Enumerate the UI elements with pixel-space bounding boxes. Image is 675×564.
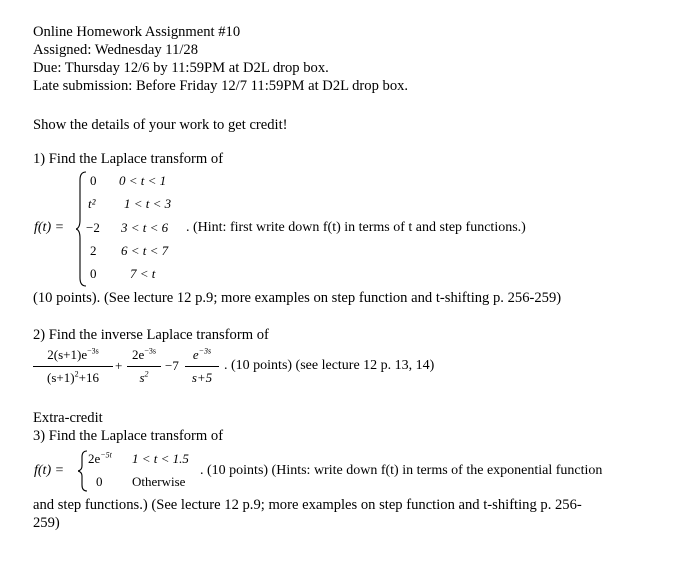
problem-1-points: (10 points). (See lecture 12 p.9; more examples on step function and t-shifting p. 256-259): [33, 290, 562, 306]
problem-1-function-name: f(t) =: [34, 220, 65, 235]
term-2-fraction-bar: [127, 366, 161, 367]
extra-credit-label: Extra-credit: [33, 410, 103, 426]
extra-case-1-value: $2e^{-5t}$: [88, 450, 112, 466]
case-3-value: −2: [86, 220, 100, 235]
extra-case-2-condition: Otherwise: [132, 474, 186, 489]
problem-3-function-name: f(t) =: [34, 463, 65, 478]
plus-sign: +: [115, 358, 123, 373]
problem-3-continuation-1: and step functions.) (See lecture 12 p.9; more examples on step function and t-shifting p. 256-: [33, 497, 582, 513]
case-2-value: t²: [88, 196, 96, 211]
term-2-numerator: $2e^{-3s}$: [132, 346, 156, 362]
case-4-value: 2: [90, 243, 97, 258]
case-2-condition: 1 < t < 3: [124, 196, 172, 211]
assigned-date: Assigned: Wednesday 11/28: [33, 42, 199, 58]
term-3-numerator: $e^{-3s}$: [192, 346, 212, 362]
term-1-denominator: $(s+1)^2+16$: [47, 369, 99, 385]
term-3-denominator: s+5: [191, 370, 213, 385]
problem-1-hint: . (Hint: first write down f(t) in terms of t and step functions.): [186, 220, 526, 235]
problem-3-brace: [78, 450, 88, 492]
extra-case-1-condition: 1 < t < 1.5: [132, 451, 189, 466]
case-1-value: 0: [90, 173, 97, 188]
extra-case-2-value: 0: [96, 474, 103, 489]
case-1-condition: 0 < t < 1: [119, 173, 167, 188]
term-3-fraction-bar: [185, 366, 219, 367]
minus-seven: −7: [165, 358, 179, 373]
problem-3-points: . (10 points) (Hints: write down f(t) in terms of the exponential function: [200, 463, 603, 478]
problem-3-continuation-2: 259): [33, 515, 60, 531]
problem-2-points: . (10 points) (see lecture 12 p. 13, 14): [224, 358, 435, 373]
case-3-condition: 3 < t < 6: [121, 220, 169, 235]
problem-3-title: 3) Find the Laplace transform of: [33, 428, 224, 444]
term-2-denominator: $s^2$: [139, 369, 149, 385]
term-1-numerator: $2(s+1)e^{-3s}$: [47, 346, 99, 362]
problem-2-title: 2) Find the inverse Laplace transform of: [33, 327, 269, 343]
problem-1-title: 1) Find the Laplace transform of: [33, 151, 224, 167]
due-date: Due: Thursday 12/6 by 11:59PM at D2L drop box.: [33, 60, 329, 76]
case-4-condition: 6 < t < 7: [121, 243, 169, 258]
case-5-condition: 7 < t: [130, 266, 156, 281]
term-1-fraction-bar: [33, 366, 113, 367]
assignment-title: Online Homework Assignment #10: [33, 24, 241, 40]
instruction: Show the details of your work to get credit!: [33, 117, 288, 133]
late-submission: Late submission: Before Friday 12/7 11:59PM at D2L drop box.: [33, 78, 409, 94]
case-5-value: 0: [90, 266, 97, 281]
